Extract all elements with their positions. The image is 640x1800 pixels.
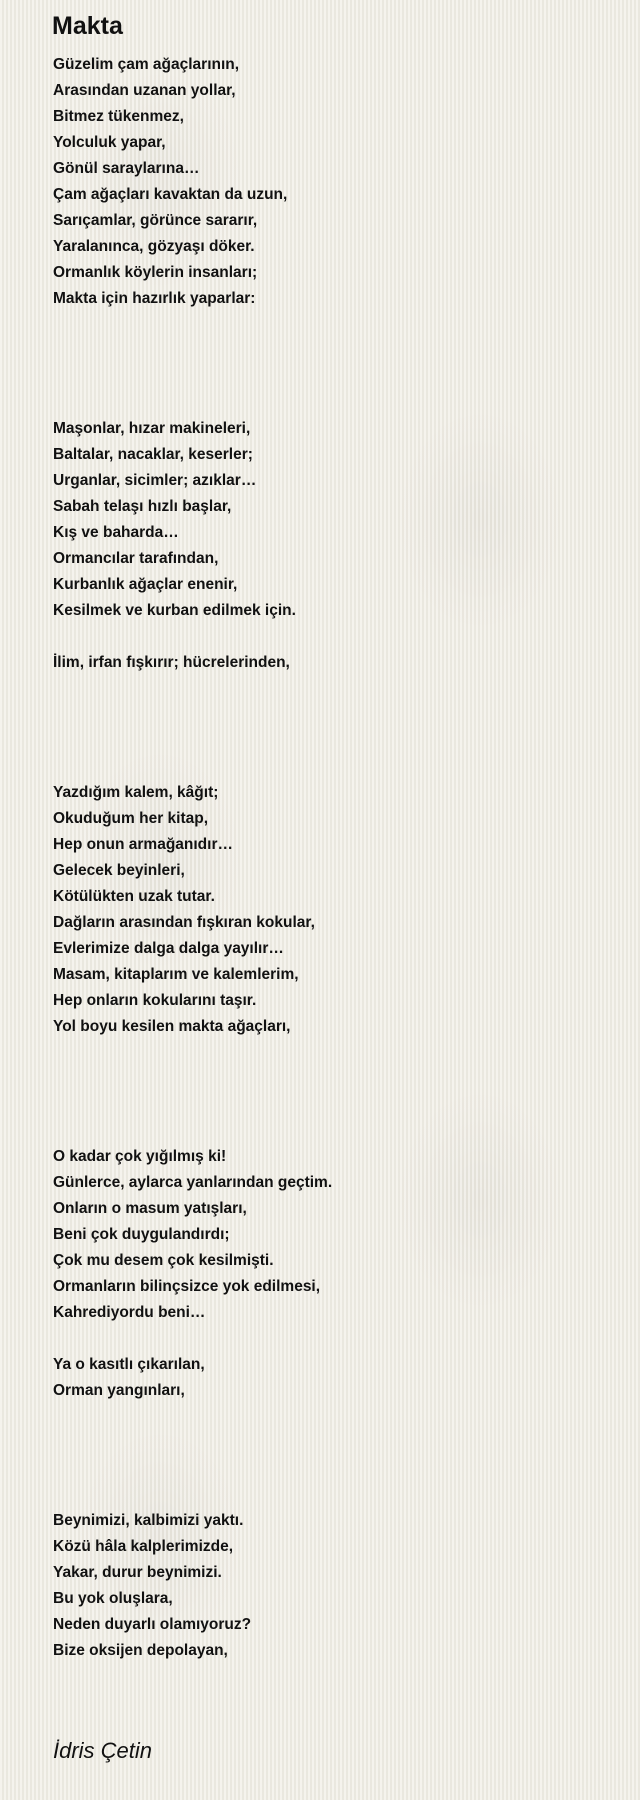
stanza-gap xyxy=(53,312,613,338)
poem-line: Neden duyarlı olamıyoruz? xyxy=(53,1616,252,1633)
poem-line: Ormanlık köylerin insanları; xyxy=(53,264,258,281)
poem-line: İlim, irfan fışkırır; hücrelerinden, xyxy=(53,654,290,671)
stanza-gap xyxy=(53,1326,613,1352)
stanza-gap xyxy=(53,754,613,780)
poem-line: Ya o kasıtlı çıkarılan, xyxy=(53,1356,205,1373)
stanza-gap xyxy=(53,390,613,416)
poem-line: Bize oksijen depolayan, xyxy=(53,1642,228,1659)
poem-body xyxy=(53,52,613,1664)
poem-line: Urganlar, sicimler; azıklar… xyxy=(53,472,257,489)
stanza-gap xyxy=(53,1066,613,1092)
poem-line: Dağların arasından fışkıran kokular, xyxy=(53,914,315,931)
stanza-gap xyxy=(53,1482,613,1508)
poem-line: Gelecek beyinleri, xyxy=(53,862,185,879)
poem-line: Beynimizi, kalbimizi yaktı. xyxy=(53,1512,244,1529)
poem-line: Yazdığım kalem, kâğıt; xyxy=(53,784,219,801)
poem-line: Evlerimize dalga dalga yayılır… xyxy=(53,940,284,957)
poem-line: Beni çok duygulandırdı; xyxy=(53,1226,230,1243)
stanza-gap xyxy=(53,1430,613,1456)
poem-line: Yol boyu kesilen makta ağaçları, xyxy=(53,1018,291,1035)
poem-line: Gönül saraylarına… xyxy=(53,160,200,177)
stanza-gap xyxy=(53,1404,613,1430)
author-signature: İdris Çetin xyxy=(53,1738,153,1763)
poem-line: Okuduğum her kitap, xyxy=(53,810,209,827)
poem-line: Yolculuk yapar, xyxy=(53,134,166,151)
poem-line: Ormanların bilinçsizce yok edilmesi, xyxy=(53,1278,321,1295)
poem-line: Güzelim çam ağaçlarının, xyxy=(53,56,240,73)
poem-line: Kurbanlık ağaçlar enenir, xyxy=(53,576,238,593)
stanza-gap xyxy=(53,338,613,364)
poem-line: Kesilmek ve kurban edilmek için. xyxy=(53,602,296,619)
poem-line: Arasından uzanan yollar, xyxy=(53,82,236,99)
poem-line: Ormancılar tarafından, xyxy=(53,550,219,567)
poem-line: Yakar, durur beynimizi. xyxy=(53,1564,222,1581)
poem-line: Maşonlar, hızar makineleri, xyxy=(53,420,251,437)
poem-line: Kahrediyordu beni… xyxy=(53,1304,206,1321)
stanza-gap xyxy=(53,364,613,390)
poem-line: Kötülükten uzak tutar. xyxy=(53,888,215,905)
poem-line: Sarıçamlar, görünce sararır, xyxy=(53,212,258,229)
poem-line: Makta için hazırlık yaparlar: xyxy=(53,290,256,307)
poem-line: Çam ağaçları kavaktan da uzun, xyxy=(53,186,288,203)
poem-line: Baltalar, nacaklar, keserler; xyxy=(53,446,253,463)
poem-line: Çok mu desem çok kesilmişti. xyxy=(53,1252,274,1269)
stanza-gap xyxy=(53,702,613,728)
stanza-gap xyxy=(53,728,613,754)
poem-line: Kış ve baharda… xyxy=(53,524,179,541)
stanza-gap xyxy=(53,624,613,650)
poem-line: Hep onların kokularını taşır. xyxy=(53,992,257,1009)
stanza-gap xyxy=(53,676,613,702)
poem-line: Közü hâla kalplerimizde, xyxy=(53,1538,234,1555)
stanza-gap xyxy=(53,1118,613,1144)
poem-line: Masam, kitaplarım ve kalemlerim, xyxy=(53,966,299,983)
stanza-gap xyxy=(53,1040,613,1066)
stanza-gap xyxy=(53,1092,613,1118)
poem-line: Onların o masum yatışları, xyxy=(53,1200,247,1217)
poem-line: Bitmez tükenmez, xyxy=(53,108,184,125)
poem-line: Orman yangınları, xyxy=(53,1382,185,1399)
poem-line: Yaralanınca, gözyaşı döker. xyxy=(53,238,255,255)
poem-title: Makta xyxy=(52,12,123,40)
stanza-gap xyxy=(53,1456,613,1482)
poem-line: Günlerce, aylarca yanlarından geçtim. xyxy=(53,1174,333,1191)
poem-line: O kadar çok yığılmış ki! xyxy=(53,1148,227,1165)
poem-line: Hep onun armağanıdır… xyxy=(53,836,233,853)
poem-line: Bu yok oluşlara, xyxy=(53,1590,173,1607)
poem-line: Sabah telaşı hızlı başlar, xyxy=(53,498,232,515)
